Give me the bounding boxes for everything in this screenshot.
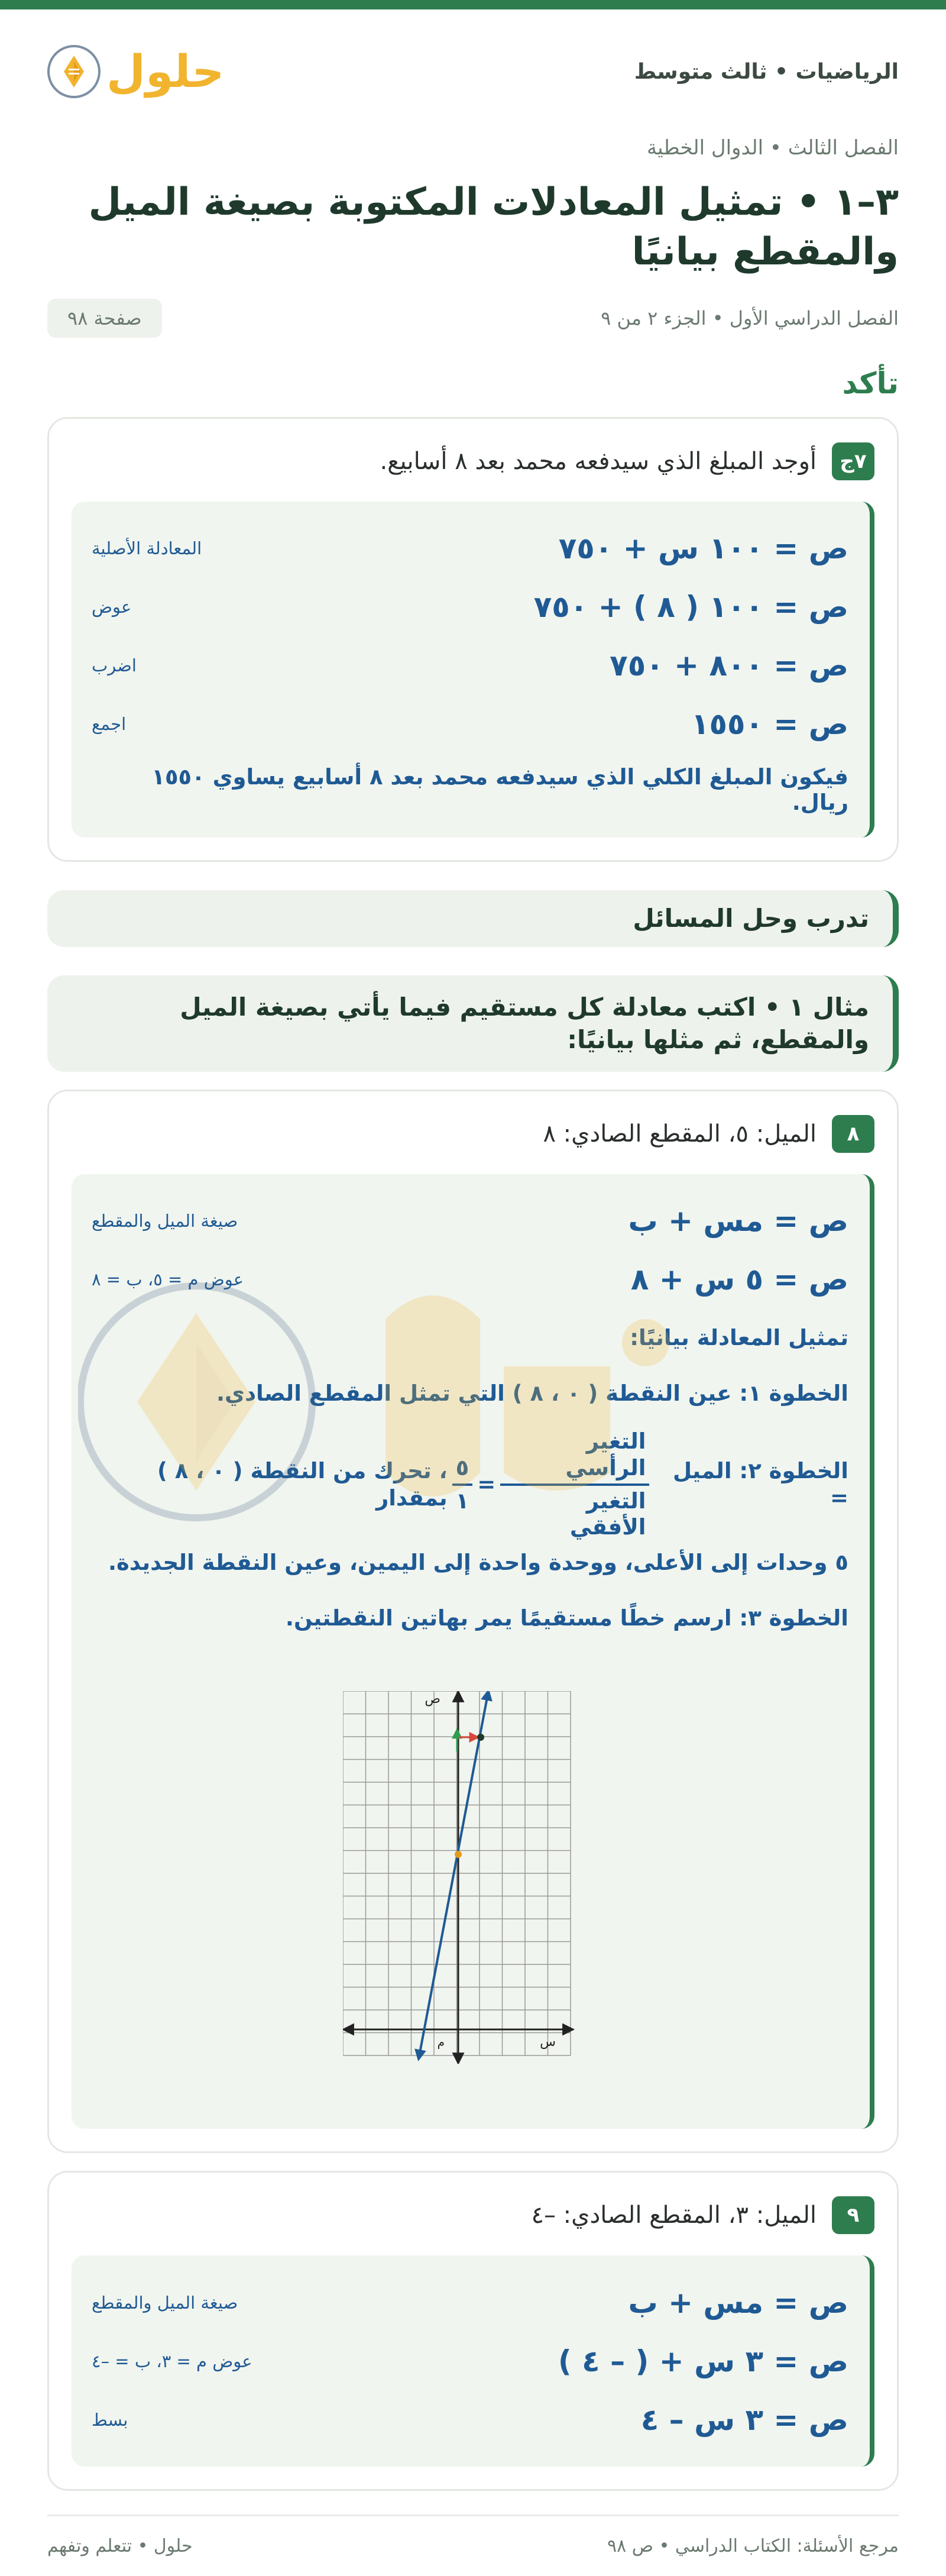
problem-number-badge: ٨ [832,1115,874,1153]
solution-box [72,1174,874,2129]
graph-step-1: الخطوة ١: عين النقطة ( ٠ ، ٨ ) التي تمثل المقطع الصادي. [216,1381,848,1407]
line-y-5x-8 [419,1691,488,2059]
equals-sign: = [477,1471,496,1497]
step-equation: ص = ٨٠٠ + ٧٥٠ [610,648,848,683]
chapter-label: الفصل الثالث • الدوال الخطية [646,136,899,160]
step-equation: ص = ١٠٠ ( ٨ ) + ٧٥٠ [533,590,848,625]
origin-label: م [437,2035,445,2050]
solution-box [72,2255,874,2467]
graph-step-2-continued: ٥ وحدات إلى الأعلى، ووحدة واحدة إلى اليمين، وعين النقطة الجديدة. [108,1549,848,1575]
problem-card-7c [47,417,899,862]
problem-card-9 [47,2171,899,2491]
step-equation: ص = ١٠٠ س + ٧٥٠ [558,531,848,566]
slope-fraction-words [500,1428,649,1541]
problem-number-badge: ٩ [832,2196,874,2234]
confirm-heading: تأكد [842,366,899,400]
term-label: الفصل الدراسي الأول • الجزء ٢ من ٩ [601,306,899,329]
problem-header [72,442,874,480]
step2-suffix: ، تحرك من النقطة ( ٠ ، ٨ ) بمقدار [157,1457,448,1511]
solution-step [92,2273,848,2332]
step-note: عوض [92,597,132,618]
solution-step [92,1192,848,1250]
site-logo[interactable] [47,45,224,98]
step-note: اضرب [92,655,137,676]
logo-wordmark: حلول [106,45,225,98]
problem-card-8 [47,1090,899,2154]
logo-seal-icon [47,45,101,98]
slope-point [477,1734,484,1741]
graph-title: تمثيل المعادلة بيانيًا: [630,1324,848,1350]
step-note: بسط [92,2409,128,2430]
step-note: عوض م = ٣، ب = –٤ [92,2351,252,2371]
practice-heading: تدرب وحل المسائل [47,890,899,947]
problem-header [72,2196,874,2234]
x-axis-label: س [540,2035,556,2050]
footer-source: مرجع الأسئلة: الكتاب الدراسي • ص ٩٨ [607,2536,899,2557]
y-intercept-point [455,1851,462,1858]
step-equation: ص = ٣ س – ٤ [640,2402,848,2437]
solution-box [72,502,874,838]
step-equation: ص = مس + ب [628,2285,848,2320]
page-chip: صفحة ٩٨ [47,299,162,338]
solution-step [92,2390,848,2449]
step-equation: ص = مس + ب [628,1204,848,1239]
lesson-title: ٣–١ • تمثيل المعادلات المكتوبة بصيغة الميل والمقطع بيانيًا [88,180,899,274]
problem-text: الميل: ٥، المقطع الصادي: ٨ [543,1120,817,1148]
graph-container [92,1691,848,2064]
problem-number-badge: ٧ج [832,442,874,480]
coordinate-graph [343,1691,597,2064]
solution-conclusion: فيكون المبلغ الكلي الذي سيدفعه محمد بعد ٨ أسابيع يساوي ١٥٥٠ ريال. [151,764,848,815]
step-note: عوض م = ٥، ب = ٨ [92,1269,244,1290]
fraction-denominator: ١ [455,1488,469,1514]
step-equation: ص = ٥ س + ٨ [630,1262,848,1297]
graph-step-3: الخطوة ٣: ارسم خطًا مستقيمًا يمر بهاتين النقطتين. [285,1605,848,1631]
example-banner: مثال ١ • اكتب معادلة كل مستقيم فيما يأتي بصيغة الميل والمقطع، ثم مثلها بيانيًا: [47,975,899,1072]
solution-step [92,519,848,578]
step2-prefix: الخطوة ٢: الميل = [673,1457,848,1511]
step-equation: ص = ١٥٥٠ [691,707,848,742]
solution-step [92,695,848,754]
problem-header [72,1115,874,1153]
page-content [47,9,899,2576]
step-equation: ص = ٣ س + ( – ٤ ) [558,2344,848,2378]
lesson-meta [47,299,899,338]
solution-step [92,636,848,695]
solution-step [92,2332,848,2390]
step-note: المعادلة الأصلية [92,538,202,559]
course-label: الرياضيات • ثالث متوسط [634,59,899,84]
y-axis-label: ص [425,1692,440,1707]
step-note: صيغة الميل والمقطع [92,1211,238,1232]
fraction-denominator: التغير الأفقي [569,1488,646,1540]
step-note: صيغة الميل والمقطع [92,2292,238,2313]
site-header [47,9,899,134]
fraction-numerator: ٥ [452,1455,473,1486]
solution-step [92,578,848,636]
step-note: اجمع [92,714,127,735]
slope-fraction-values [452,1455,473,1515]
fraction-numerator: التغير الرأسي [500,1428,649,1486]
solution-step [92,1250,848,1309]
page-footer [47,2514,899,2576]
top-accent-bar [0,0,946,9]
problem-text: أوجد المبلغ الذي سيدفعه محمد بعد ٨ أسابيع. [380,447,817,475]
footer-brand: حلول • تتعلم وتفهم [47,2536,193,2557]
problem-text: الميل: ٣، المقطع الصادي: –٤ [531,2202,817,2229]
graph-step-2 [92,1428,848,1541]
